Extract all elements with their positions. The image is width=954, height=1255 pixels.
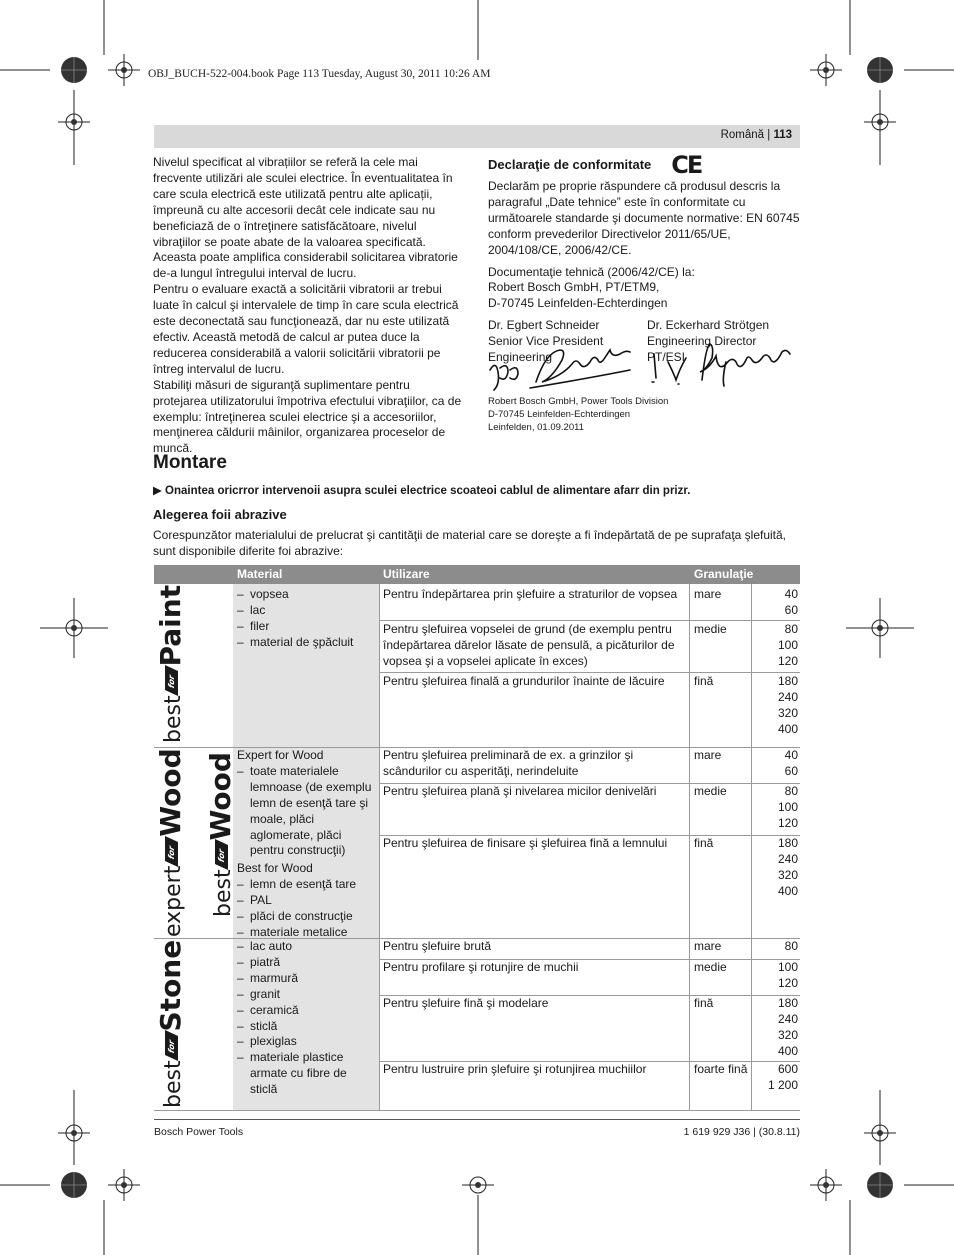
header-use: Utilizare: [379, 565, 689, 584]
declaration-footer: Robert Bosch GmbH, Power Tools Division D-70745 Leinfelden-Echterdingen Leinfelden, 01.09.2011: [488, 396, 669, 433]
warning: ▶ Onaintea oricrror intervenoii asupra sculei electrice scoateoi cablul de alimentare afarr din prizr.: [153, 485, 691, 497]
header-blank: [154, 565, 233, 584]
stone-row-4-grade: foarte fină: [694, 1062, 748, 1076]
wood-row-2-grade: medie: [694, 784, 727, 798]
wood-row-1-grade: mare: [694, 748, 722, 762]
signer-1-dept: Engineering: [488, 350, 553, 365]
paragraph: Nivelul specificat al vibrațiilor se referă la cele mai frecvente utilizări ale sculei electrice. În eventualitatea în care scula electrică este utilizată pentru alte aplicații, împreună cu alte accesorii decât cele indicate sau nu beneficiază de o întreţinere satisfăcătoare, nivelul vibraţiilor se poate abate de la valoarea specificată. Aceasta poate amplifica considerabil solicitarea vibratorie de-a lungul întregului interval de lucru.: [153, 155, 458, 281]
paint-row-3-grits: 180 240 320 400: [777, 674, 798, 736]
paint-row-2-use: Pentru şlefuirea vopselei de grund (de exemplu pentru îndepărtarea dărelor lăsate de pensulă, a picăturilor de vopsea şi a vopselei aplicate în exces): [383, 622, 675, 668]
stone-row-2-grits: 100 120: [777, 960, 798, 990]
stone-row-1-grits: 80: [784, 939, 798, 953]
abrasive-table: [154, 565, 800, 1111]
subsection-title: Alegerea foii abrazive: [153, 507, 287, 522]
wood-row-3-use: Pentru şlefuirea de finisare şi şlefuirea fină a lemnului: [383, 836, 668, 850]
brand-expert-for-wood: expertforWood: [154, 748, 187, 937]
declaration-heading: [488, 151, 800, 179]
stone-row-4-use: Pentru lustruire prin şlefuire şi rotunjirea muchiilor: [383, 1062, 647, 1076]
stone-row-2-grade: medie: [694, 960, 727, 974]
stone-row-3-use: Pentru şlefuire fină şi modelare: [383, 996, 549, 1010]
signer-1-name: Dr. Egbert Schneider: [488, 318, 600, 333]
paint-row-1-grade: mare: [694, 587, 722, 601]
tech-docs: Documentaţie tehnică (2006/42/CE) la: Robert Bosch GmbH, PT/ETM9, D-70745 Leinfelden-Echterdingen: [488, 264, 695, 311]
header-grit: Granulaţie: [689, 565, 800, 584]
page-header-bar: [154, 125, 800, 148]
paragraph: Stabiliţi măsuri de siguranţă suplimentare pentru protejarea utilizatorului împotriva efectului vibraţiilor, ca de exemplu: întreţinerea sculei electrice şi a accesoriilor, menţinerea căldurii mâinilor, organizarea proceselor de muncă.: [153, 377, 462, 456]
wood-row-2-grits: 80 100 120: [777, 784, 798, 830]
book-header: OBJ_BUCH-522-004.book Page 113 Tuesday, August 30, 2011 10:26 AM: [148, 68, 491, 80]
footer-divider: [154, 1119, 800, 1120]
section-title: Montare: [153, 452, 227, 473]
page-header: [721, 129, 792, 141]
stone-row-4-grits: 600 1 200: [767, 1062, 798, 1092]
signer-2-dept: PT/ESI: [647, 350, 686, 365]
footer-right: 1 619 929 J36 | (30.8.11): [683, 1126, 800, 1138]
stone-row-1-grade: mare: [694, 939, 722, 953]
declaration-section: [488, 151, 800, 366]
paint-row-2-grits: 80 100 120: [777, 622, 798, 668]
header-separator: |: [767, 129, 771, 141]
paragraph: Pentru o evaluare exactă a solicitării vibratorii ar trebui luate în calcul şi intervalele de timp în care scula electrică este deconectată sau funcţionează, dar nu este utilizată efectiv. Această metodă de calcul ar putea duce la reducerea considerabilă a valorii solicitării vibratorii pe întreg intervalul de lucru.: [153, 282, 459, 376]
header-language: Română: [720, 129, 765, 141]
paint-row-2-grade: medie: [694, 622, 727, 636]
signer-1-title: Senior Vice President: [488, 334, 604, 349]
vibration-text: [153, 155, 465, 457]
stone-materials: – lac auto – piatră – marmură – granit – ceramică – sticlă – plexiglas – materiale plastice armate cu fibre de sticlă: [237, 939, 377, 1098]
paint-row-3-use: Pentru şlefuirea finală a grundurilor înainte de lăcuire: [383, 674, 665, 688]
wood-row-3-grade: fină: [694, 836, 714, 850]
header-material: Material: [233, 565, 379, 584]
declaration-title: Declaraţie de conformitate: [488, 157, 652, 173]
intro-text: Corespunzător materialului de prelucrat şi cantităţii de material care se doreşte a fi îndepărtată de pe suprafaţa şlefuită, sunt disponibile diferite foi abrazive:: [153, 528, 787, 558]
stone-row-2-use: Pentru profilare şi rotunjire de muchii: [383, 960, 579, 974]
brand-best-for-wood: bestforWood: [204, 752, 237, 917]
page-number: 113: [773, 129, 792, 141]
wood-materials: Expert for Wood – toate materialele lemnoase (de exemplu lemn de esenţă tare şi moale, plăci aglomerate, plăci pentru construcţii) Best for Wood – lemn de esenţă tare – PAL – plăci de construcţie – materiale metalice: [237, 748, 377, 941]
brand-best-for-paint: bestforPaint: [154, 584, 187, 743]
paint-row-1-use: Pentru îndepărtarea prin şlefuire a straturilor de vopsea: [383, 587, 678, 601]
stone-row-3-grits: 180 240 320 400: [777, 996, 798, 1058]
signer-2-title: Engineering Director: [647, 334, 757, 349]
footer-left: Bosch Power Tools: [154, 1126, 244, 1138]
signatures-image: [486, 340, 804, 398]
triangle-bullet-icon: ▶: [153, 485, 166, 497]
wood-row-3-grits: 180 240 320 400: [777, 836, 798, 898]
stone-row-1-use: Pentru şlefuire brută: [383, 939, 492, 953]
paint-materials: – vopsea – lac – filer – material de şpăcluit: [237, 587, 377, 651]
signer-2-name: Dr. Eckerhard Strötgen: [647, 318, 770, 333]
wood-row-2-use: Pentru şlefuirea plană şi nivelarea micilor denivelări: [383, 784, 657, 798]
ce-mark-icon: CE: [671, 151, 702, 179]
brand-best-for-stone: bestforStone: [154, 939, 187, 1108]
stone-row-3-grade: fină: [694, 996, 714, 1010]
paint-row-3-grade: fină: [694, 674, 714, 688]
paint-row-1-grits: 40 60: [784, 587, 798, 617]
wood-row-1-use: Pentru şlefuirea preliminară de ex. a grinzilor şi scândurilor cu asperităţi, nerindeluite: [383, 748, 634, 778]
wood-row-1-grits: 40 60: [784, 748, 798, 778]
declaration-text: Declarăm pe proprie răspundere că produsul descris la paragraful „Date tehnice” este în conformitate cu următoarele standarde şi documente normative: EN 60745 conform prevederilor Directivelor 2011/65/UE, 2004/108/CE, 2006/42/CE.: [488, 179, 800, 257]
